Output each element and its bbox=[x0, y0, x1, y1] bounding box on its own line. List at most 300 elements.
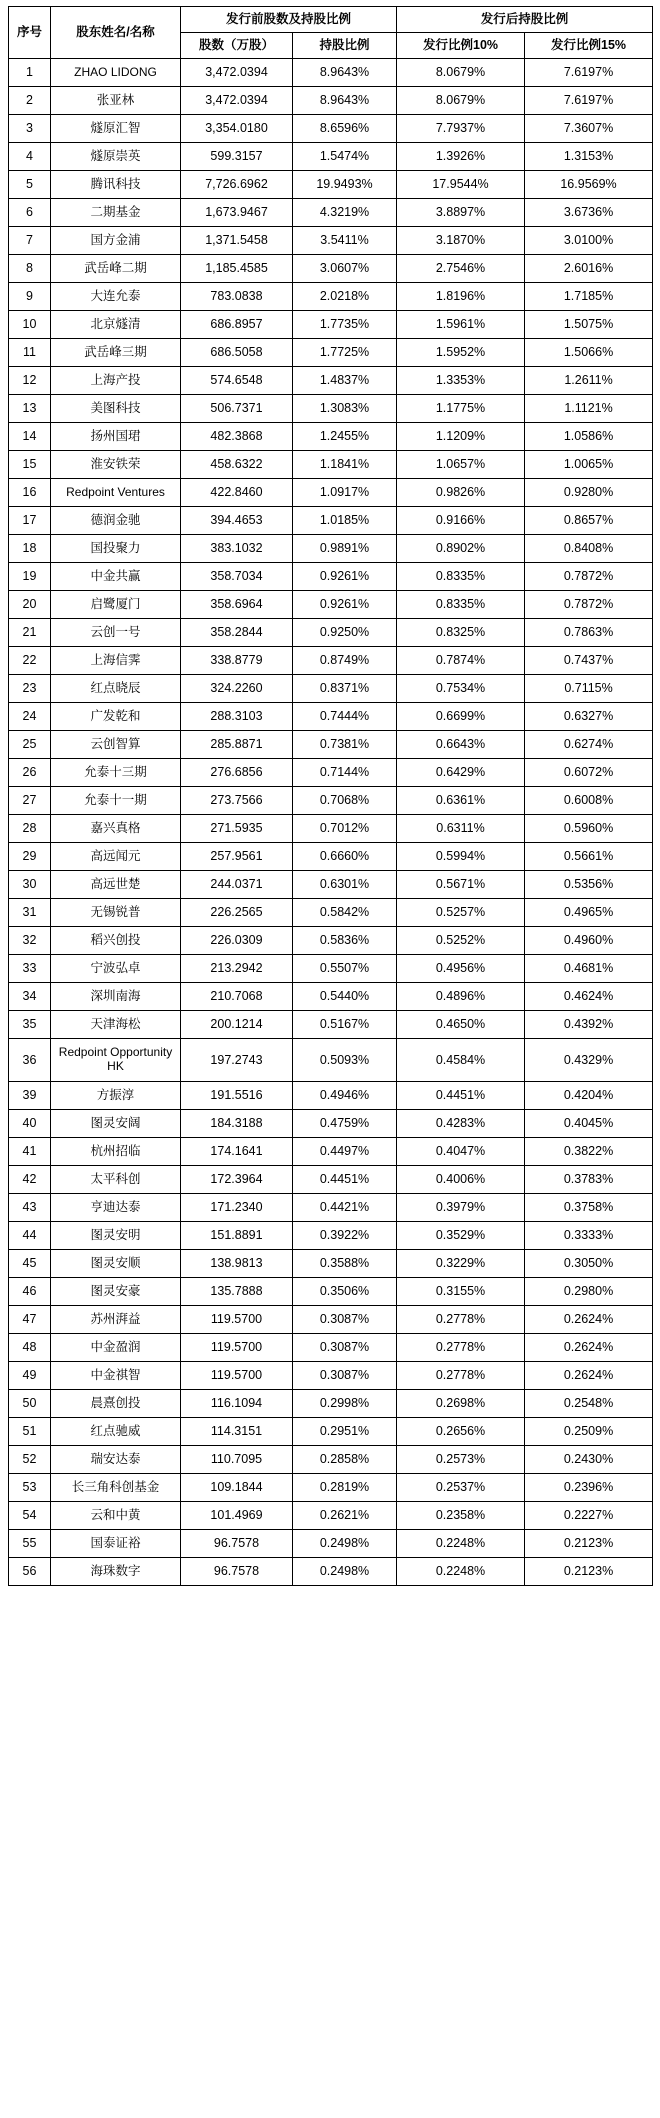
shareholder-name: 晨熹创投 bbox=[51, 1390, 181, 1418]
pre-ratio-value: 0.7444% bbox=[293, 703, 397, 731]
table-row bbox=[9, 955, 653, 983]
pre-ratio-value: 1.7725% bbox=[293, 339, 397, 367]
shares-value: 7,726.6962 bbox=[181, 171, 293, 199]
shares-value: 3,472.0394 bbox=[181, 87, 293, 115]
post-ratio-15-value: 0.2624% bbox=[525, 1362, 653, 1390]
row-index: 52 bbox=[9, 1446, 51, 1474]
table-row bbox=[9, 1250, 653, 1278]
post-ratio-10-value: 8.0679% bbox=[397, 87, 525, 115]
pre-ratio-value: 1.5474% bbox=[293, 143, 397, 171]
shareholder-name: 淮安铁荣 bbox=[51, 451, 181, 479]
post-ratio-15-value: 0.3783% bbox=[525, 1166, 653, 1194]
shareholder-name: Redpoint Opportunity HK bbox=[51, 1039, 181, 1082]
shares-value: 197.2743 bbox=[181, 1039, 293, 1082]
header-index: 序号 bbox=[9, 7, 51, 59]
shareholder-name: 图灵安豪 bbox=[51, 1278, 181, 1306]
row-index: 6 bbox=[9, 199, 51, 227]
shares-value: 135.7888 bbox=[181, 1278, 293, 1306]
post-ratio-10-value: 1.3353% bbox=[397, 367, 525, 395]
pre-ratio-value: 0.9261% bbox=[293, 563, 397, 591]
post-ratio-10-value: 0.2537% bbox=[397, 1474, 525, 1502]
table-row bbox=[9, 367, 653, 395]
shares-value: 1,371.5458 bbox=[181, 227, 293, 255]
post-ratio-15-value: 1.0586% bbox=[525, 423, 653, 451]
shareholder-name: 杭州招临 bbox=[51, 1138, 181, 1166]
pre-ratio-value: 0.4946% bbox=[293, 1082, 397, 1110]
post-ratio-15-value: 0.5356% bbox=[525, 871, 653, 899]
table-row bbox=[9, 927, 653, 955]
post-ratio-10-value: 0.2248% bbox=[397, 1530, 525, 1558]
row-index: 1 bbox=[9, 59, 51, 87]
post-ratio-10-value: 1.0657% bbox=[397, 451, 525, 479]
row-index: 35 bbox=[9, 1011, 51, 1039]
post-ratio-10-value: 0.2656% bbox=[397, 1418, 525, 1446]
shareholder-name: ZHAO LIDONG bbox=[51, 59, 181, 87]
post-ratio-15-value: 1.5075% bbox=[525, 311, 653, 339]
pre-ratio-value: 0.7381% bbox=[293, 731, 397, 759]
pre-ratio-value: 0.8749% bbox=[293, 647, 397, 675]
shareholder-name: 图灵安阔 bbox=[51, 1110, 181, 1138]
pre-ratio-value: 1.3083% bbox=[293, 395, 397, 423]
table-row bbox=[9, 675, 653, 703]
post-ratio-15-value: 7.6197% bbox=[525, 59, 653, 87]
shares-value: 116.1094 bbox=[181, 1390, 293, 1418]
post-ratio-15-value: 0.2624% bbox=[525, 1334, 653, 1362]
post-ratio-10-value: 0.8902% bbox=[397, 535, 525, 563]
shareholder-name: 张亚林 bbox=[51, 87, 181, 115]
post-ratio-10-value: 0.4047% bbox=[397, 1138, 525, 1166]
shareholder-name: 云创智算 bbox=[51, 731, 181, 759]
shares-value: 599.3157 bbox=[181, 143, 293, 171]
post-ratio-15-value: 2.6016% bbox=[525, 255, 653, 283]
shareholder-name: 上海产投 bbox=[51, 367, 181, 395]
post-ratio-10-value: 0.6699% bbox=[397, 703, 525, 731]
row-index: 9 bbox=[9, 283, 51, 311]
pre-ratio-value: 0.2621% bbox=[293, 1502, 397, 1530]
shares-value: 3,354.0180 bbox=[181, 115, 293, 143]
table-row bbox=[9, 1138, 653, 1166]
table-row bbox=[9, 311, 653, 339]
row-index: 4 bbox=[9, 143, 51, 171]
shares-value: 422.8460 bbox=[181, 479, 293, 507]
shareholder-name: 北京燧清 bbox=[51, 311, 181, 339]
post-ratio-15-value: 0.4681% bbox=[525, 955, 653, 983]
shares-value: 358.7034 bbox=[181, 563, 293, 591]
row-index: 54 bbox=[9, 1502, 51, 1530]
row-index: 16 bbox=[9, 479, 51, 507]
post-ratio-10-value: 2.7546% bbox=[397, 255, 525, 283]
shares-value: 1,673.9467 bbox=[181, 199, 293, 227]
post-ratio-10-value: 0.4650% bbox=[397, 1011, 525, 1039]
pre-ratio-value: 0.2498% bbox=[293, 1530, 397, 1558]
table-row bbox=[9, 87, 653, 115]
shareholder-name: 允泰十三期 bbox=[51, 759, 181, 787]
post-ratio-15-value: 16.9569% bbox=[525, 171, 653, 199]
header-ratio: 持股比例 bbox=[293, 33, 397, 59]
header-row-top bbox=[9, 7, 653, 33]
pre-ratio-value: 0.4759% bbox=[293, 1110, 397, 1138]
post-ratio-15-value: 0.4965% bbox=[525, 899, 653, 927]
row-index: 14 bbox=[9, 423, 51, 451]
pre-ratio-value: 0.3087% bbox=[293, 1334, 397, 1362]
row-index: 40 bbox=[9, 1110, 51, 1138]
post-ratio-15-value: 1.7185% bbox=[525, 283, 653, 311]
shares-value: 213.2942 bbox=[181, 955, 293, 983]
post-ratio-10-value: 0.6311% bbox=[397, 815, 525, 843]
row-index: 17 bbox=[9, 507, 51, 535]
post-ratio-15-value: 0.7115% bbox=[525, 675, 653, 703]
shareholder-name: 嘉兴真格 bbox=[51, 815, 181, 843]
post-ratio-10-value: 0.3529% bbox=[397, 1222, 525, 1250]
table-row bbox=[9, 283, 653, 311]
shares-value: 114.3151 bbox=[181, 1418, 293, 1446]
shares-value: 506.7371 bbox=[181, 395, 293, 423]
shareholder-name: 稻兴创投 bbox=[51, 927, 181, 955]
table-row bbox=[9, 843, 653, 871]
post-ratio-15-value: 0.4329% bbox=[525, 1039, 653, 1082]
row-index: 2 bbox=[9, 87, 51, 115]
row-index: 44 bbox=[9, 1222, 51, 1250]
shareholder-name: 瑞安达泰 bbox=[51, 1446, 181, 1474]
pre-ratio-value: 0.3087% bbox=[293, 1362, 397, 1390]
post-ratio-15-value: 0.8657% bbox=[525, 507, 653, 535]
table-row bbox=[9, 1362, 653, 1390]
shares-value: 358.2844 bbox=[181, 619, 293, 647]
post-ratio-15-value: 1.2611% bbox=[525, 367, 653, 395]
row-index: 45 bbox=[9, 1250, 51, 1278]
post-ratio-10-value: 0.2778% bbox=[397, 1306, 525, 1334]
post-ratio-10-value: 17.9544% bbox=[397, 171, 525, 199]
pre-ratio-value: 0.7068% bbox=[293, 787, 397, 815]
shares-value: 174.1641 bbox=[181, 1138, 293, 1166]
row-index: 39 bbox=[9, 1082, 51, 1110]
post-ratio-15-value: 7.6197% bbox=[525, 87, 653, 115]
pre-ratio-value: 0.5093% bbox=[293, 1039, 397, 1082]
header-post-group: 发行后持股比例 bbox=[397, 7, 653, 33]
shares-value: 184.3188 bbox=[181, 1110, 293, 1138]
table-row bbox=[9, 1166, 653, 1194]
table-header bbox=[9, 7, 653, 59]
pre-ratio-value: 19.9493% bbox=[293, 171, 397, 199]
row-index: 12 bbox=[9, 367, 51, 395]
table-row bbox=[9, 619, 653, 647]
row-index: 27 bbox=[9, 787, 51, 815]
post-ratio-15-value: 0.3822% bbox=[525, 1138, 653, 1166]
shareholder-name: 宁波弘卓 bbox=[51, 955, 181, 983]
pre-ratio-value: 0.9261% bbox=[293, 591, 397, 619]
pre-ratio-value: 0.2858% bbox=[293, 1446, 397, 1474]
pre-ratio-value: 0.3588% bbox=[293, 1250, 397, 1278]
row-index: 41 bbox=[9, 1138, 51, 1166]
row-index: 19 bbox=[9, 563, 51, 591]
post-ratio-15-value: 3.0100% bbox=[525, 227, 653, 255]
row-index: 51 bbox=[9, 1418, 51, 1446]
post-ratio-15-value: 0.2548% bbox=[525, 1390, 653, 1418]
shareholder-name: 武岳峰二期 bbox=[51, 255, 181, 283]
post-ratio-15-value: 0.7437% bbox=[525, 647, 653, 675]
row-index: 20 bbox=[9, 591, 51, 619]
post-ratio-10-value: 0.4584% bbox=[397, 1039, 525, 1082]
post-ratio-10-value: 3.8897% bbox=[397, 199, 525, 227]
pre-ratio-value: 8.9643% bbox=[293, 59, 397, 87]
table-row bbox=[9, 59, 653, 87]
post-ratio-10-value: 0.5671% bbox=[397, 871, 525, 899]
post-ratio-15-value: 0.6072% bbox=[525, 759, 653, 787]
row-index: 22 bbox=[9, 647, 51, 675]
row-index: 53 bbox=[9, 1474, 51, 1502]
shares-value: 338.8779 bbox=[181, 647, 293, 675]
header-shares: 股数（万股） bbox=[181, 33, 293, 59]
table-row bbox=[9, 1222, 653, 1250]
post-ratio-15-value: 0.6274% bbox=[525, 731, 653, 759]
row-index: 32 bbox=[9, 927, 51, 955]
post-ratio-15-value: 0.8408% bbox=[525, 535, 653, 563]
post-ratio-10-value: 0.5252% bbox=[397, 927, 525, 955]
shares-value: 686.8957 bbox=[181, 311, 293, 339]
pre-ratio-value: 1.4837% bbox=[293, 367, 397, 395]
table-row bbox=[9, 899, 653, 927]
shareholder-name: 深圳南海 bbox=[51, 983, 181, 1011]
post-ratio-10-value: 0.2778% bbox=[397, 1362, 525, 1390]
row-index: 13 bbox=[9, 395, 51, 423]
row-index: 47 bbox=[9, 1306, 51, 1334]
table-row bbox=[9, 1558, 653, 1586]
header-pre-group: 发行前股数及持股比例 bbox=[181, 7, 397, 33]
post-ratio-10-value: 0.6429% bbox=[397, 759, 525, 787]
table-row bbox=[9, 115, 653, 143]
pre-ratio-value: 1.0185% bbox=[293, 507, 397, 535]
table-row bbox=[9, 703, 653, 731]
pre-ratio-value: 0.5842% bbox=[293, 899, 397, 927]
pre-ratio-value: 0.3506% bbox=[293, 1278, 397, 1306]
shareholder-name: Redpoint Ventures bbox=[51, 479, 181, 507]
shares-value: 226.2565 bbox=[181, 899, 293, 927]
post-ratio-15-value: 3.6736% bbox=[525, 199, 653, 227]
table-row bbox=[9, 815, 653, 843]
pre-ratio-value: 3.0607% bbox=[293, 255, 397, 283]
post-ratio-10-value: 1.3926% bbox=[397, 143, 525, 171]
shareholder-name: 德润金驰 bbox=[51, 507, 181, 535]
shares-value: 482.3868 bbox=[181, 423, 293, 451]
shareholder-name: 国方金浦 bbox=[51, 227, 181, 255]
row-index: 46 bbox=[9, 1278, 51, 1306]
shareholder-name: 中金祺智 bbox=[51, 1362, 181, 1390]
pre-ratio-value: 0.2498% bbox=[293, 1558, 397, 1586]
table-row bbox=[9, 871, 653, 899]
post-ratio-10-value: 0.6361% bbox=[397, 787, 525, 815]
post-ratio-10-value: 0.8335% bbox=[397, 563, 525, 591]
table-row bbox=[9, 647, 653, 675]
shares-value: 119.5700 bbox=[181, 1362, 293, 1390]
post-ratio-10-value: 0.7874% bbox=[397, 647, 525, 675]
shareholder-name: 大连允泰 bbox=[51, 283, 181, 311]
pre-ratio-value: 0.5440% bbox=[293, 983, 397, 1011]
pre-ratio-value: 0.3087% bbox=[293, 1306, 397, 1334]
post-ratio-15-value: 0.6327% bbox=[525, 703, 653, 731]
post-ratio-15-value: 0.3758% bbox=[525, 1194, 653, 1222]
pre-ratio-value: 8.6596% bbox=[293, 115, 397, 143]
post-ratio-15-value: 0.4624% bbox=[525, 983, 653, 1011]
shares-value: 138.9813 bbox=[181, 1250, 293, 1278]
shares-value: 172.3964 bbox=[181, 1166, 293, 1194]
post-ratio-10-value: 0.2698% bbox=[397, 1390, 525, 1418]
post-ratio-10-value: 8.0679% bbox=[397, 59, 525, 87]
table-row bbox=[9, 255, 653, 283]
post-ratio-10-value: 0.4896% bbox=[397, 983, 525, 1011]
table-row bbox=[9, 535, 653, 563]
shares-value: 151.8891 bbox=[181, 1222, 293, 1250]
pre-ratio-value: 0.5507% bbox=[293, 955, 397, 983]
post-ratio-15-value: 0.2227% bbox=[525, 1502, 653, 1530]
post-ratio-15-value: 0.6008% bbox=[525, 787, 653, 815]
post-ratio-15-value: 0.5661% bbox=[525, 843, 653, 871]
shares-value: 119.5700 bbox=[181, 1334, 293, 1362]
post-ratio-10-value: 0.4956% bbox=[397, 955, 525, 983]
table-row bbox=[9, 1039, 653, 1082]
shares-value: 119.5700 bbox=[181, 1306, 293, 1334]
shareholder-name: 天津海松 bbox=[51, 1011, 181, 1039]
pre-ratio-value: 0.9250% bbox=[293, 619, 397, 647]
row-index: 49 bbox=[9, 1362, 51, 1390]
post-ratio-10-value: 0.3229% bbox=[397, 1250, 525, 1278]
shares-value: 383.1032 bbox=[181, 535, 293, 563]
table-row bbox=[9, 423, 653, 451]
shares-value: 271.5935 bbox=[181, 815, 293, 843]
shares-value: 686.5058 bbox=[181, 339, 293, 367]
pre-ratio-value: 0.2819% bbox=[293, 1474, 397, 1502]
post-ratio-15-value: 0.4045% bbox=[525, 1110, 653, 1138]
post-ratio-10-value: 0.2248% bbox=[397, 1558, 525, 1586]
table-row bbox=[9, 1390, 653, 1418]
post-ratio-10-value: 1.5961% bbox=[397, 311, 525, 339]
row-index: 5 bbox=[9, 171, 51, 199]
shares-value: 171.2340 bbox=[181, 1194, 293, 1222]
pre-ratio-value: 3.5411% bbox=[293, 227, 397, 255]
pre-ratio-value: 0.4421% bbox=[293, 1194, 397, 1222]
post-ratio-15-value: 0.7872% bbox=[525, 591, 653, 619]
shares-value: 1,185.4585 bbox=[181, 255, 293, 283]
shareholder-name: 扬州国珺 bbox=[51, 423, 181, 451]
post-ratio-15-value: 0.3050% bbox=[525, 1250, 653, 1278]
post-ratio-10-value: 0.8325% bbox=[397, 619, 525, 647]
table-row bbox=[9, 1502, 653, 1530]
post-ratio-15-value: 1.0065% bbox=[525, 451, 653, 479]
shares-value: 458.6322 bbox=[181, 451, 293, 479]
pre-ratio-value: 1.2455% bbox=[293, 423, 397, 451]
shareholder-name: 二期基金 bbox=[51, 199, 181, 227]
row-index: 24 bbox=[9, 703, 51, 731]
table-row bbox=[9, 591, 653, 619]
table-row bbox=[9, 1011, 653, 1039]
post-ratio-10-value: 0.9166% bbox=[397, 507, 525, 535]
post-ratio-10-value: 0.4283% bbox=[397, 1110, 525, 1138]
post-ratio-15-value: 0.4392% bbox=[525, 1011, 653, 1039]
row-index: 30 bbox=[9, 871, 51, 899]
shares-value: 285.8871 bbox=[181, 731, 293, 759]
shares-value: 783.0838 bbox=[181, 283, 293, 311]
shares-value: 276.6856 bbox=[181, 759, 293, 787]
shareholder-name: 云和中黄 bbox=[51, 1502, 181, 1530]
table-row bbox=[9, 507, 653, 535]
header-name: 股东姓名/名称 bbox=[51, 7, 181, 59]
post-ratio-15-value: 1.5066% bbox=[525, 339, 653, 367]
post-ratio-10-value: 0.4451% bbox=[397, 1082, 525, 1110]
shares-value: 358.6964 bbox=[181, 591, 293, 619]
table-row bbox=[9, 1306, 653, 1334]
post-ratio-15-value: 0.2509% bbox=[525, 1418, 653, 1446]
row-index: 56 bbox=[9, 1558, 51, 1586]
post-ratio-10-value: 1.1775% bbox=[397, 395, 525, 423]
shares-value: 191.5516 bbox=[181, 1082, 293, 1110]
post-ratio-15-value: 1.1121% bbox=[525, 395, 653, 423]
shares-value: 273.7566 bbox=[181, 787, 293, 815]
shareholder-name: 高远闻元 bbox=[51, 843, 181, 871]
shares-value: 244.0371 bbox=[181, 871, 293, 899]
row-index: 48 bbox=[9, 1334, 51, 1362]
pre-ratio-value: 8.9643% bbox=[293, 87, 397, 115]
table-row bbox=[9, 1082, 653, 1110]
row-index: 3 bbox=[9, 115, 51, 143]
shareholder-name: 红点晓辰 bbox=[51, 675, 181, 703]
post-ratio-10-value: 0.2358% bbox=[397, 1502, 525, 1530]
post-ratio-15-value: 0.7863% bbox=[525, 619, 653, 647]
table-row bbox=[9, 1446, 653, 1474]
table-row bbox=[9, 339, 653, 367]
post-ratio-15-value: 1.3153% bbox=[525, 143, 653, 171]
table-row bbox=[9, 143, 653, 171]
post-ratio-15-value: 0.2123% bbox=[525, 1558, 653, 1586]
pre-ratio-value: 0.3922% bbox=[293, 1222, 397, 1250]
shares-value: 96.7578 bbox=[181, 1558, 293, 1586]
post-ratio-10-value: 0.4006% bbox=[397, 1166, 525, 1194]
row-index: 26 bbox=[9, 759, 51, 787]
row-index: 25 bbox=[9, 731, 51, 759]
pre-ratio-value: 0.5167% bbox=[293, 1011, 397, 1039]
row-index: 28 bbox=[9, 815, 51, 843]
shareholder-name: 中金盈润 bbox=[51, 1334, 181, 1362]
shareholder-name: 武岳峰三期 bbox=[51, 339, 181, 367]
pre-ratio-value: 1.7735% bbox=[293, 311, 397, 339]
row-index: 42 bbox=[9, 1166, 51, 1194]
post-ratio-15-value: 0.2396% bbox=[525, 1474, 653, 1502]
pre-ratio-value: 1.0917% bbox=[293, 479, 397, 507]
shares-value: 109.1844 bbox=[181, 1474, 293, 1502]
shares-value: 288.3103 bbox=[181, 703, 293, 731]
post-ratio-10-value: 0.9826% bbox=[397, 479, 525, 507]
table-row bbox=[9, 451, 653, 479]
post-ratio-15-value: 0.3333% bbox=[525, 1222, 653, 1250]
shareholder-name: 图灵安顺 bbox=[51, 1250, 181, 1278]
shares-value: 257.9561 bbox=[181, 843, 293, 871]
post-ratio-10-value: 1.5952% bbox=[397, 339, 525, 367]
shareholder-name: 太平科创 bbox=[51, 1166, 181, 1194]
pre-ratio-value: 0.2998% bbox=[293, 1390, 397, 1418]
shareholder-name: 图灵安明 bbox=[51, 1222, 181, 1250]
post-ratio-15-value: 0.2123% bbox=[525, 1530, 653, 1558]
table-row bbox=[9, 787, 653, 815]
pre-ratio-value: 0.5836% bbox=[293, 927, 397, 955]
shares-value: 324.2260 bbox=[181, 675, 293, 703]
shares-value: 200.1214 bbox=[181, 1011, 293, 1039]
post-ratio-15-value: 0.9280% bbox=[525, 479, 653, 507]
shareholder-name: 腾讯科技 bbox=[51, 171, 181, 199]
pre-ratio-value: 4.3219% bbox=[293, 199, 397, 227]
pre-ratio-value: 0.6660% bbox=[293, 843, 397, 871]
row-index: 31 bbox=[9, 899, 51, 927]
table-row bbox=[9, 759, 653, 787]
post-ratio-10-value: 0.5994% bbox=[397, 843, 525, 871]
row-index: 50 bbox=[9, 1390, 51, 1418]
